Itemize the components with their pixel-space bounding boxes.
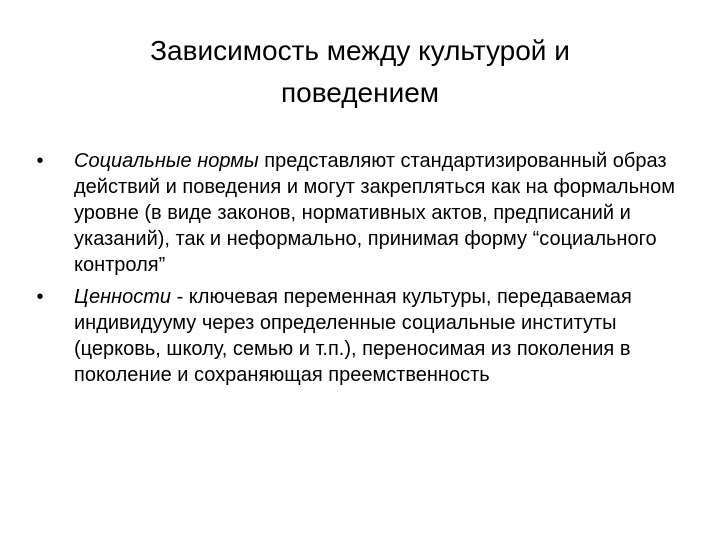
- bullet-item-social-norms: [30, 148, 690, 278]
- slide-title-line-1: Зависимость между культурой и: [150, 35, 570, 66]
- slide-title-line-2: поведением: [280, 77, 440, 108]
- bullet-text: - ключевая переменная культуры, передаваемая индивидууму через определенные социальные институты (церковь, школу, семью и т.п.), переносимая из поколения в поколение и сохраняющая преемственность: [74, 286, 632, 386]
- bullet-item-values: [30, 284, 690, 388]
- bullet-text: представляют стандартизированный образ действий и поведения и могут закрепляться как на формальном уровне (в виде законов, нормативных актов, предписаний и указаний), так и неформально, принимая форму “социального контроля”: [74, 150, 675, 276]
- bullet-list: [30, 148, 690, 394]
- bullet-marker: •: [36, 286, 44, 308]
- slide-title: [60, 30, 660, 114]
- bullet-term: Социальные нормы: [74, 150, 259, 172]
- bullet-term: Ценности: [74, 286, 172, 308]
- bullet-marker: •: [36, 150, 44, 172]
